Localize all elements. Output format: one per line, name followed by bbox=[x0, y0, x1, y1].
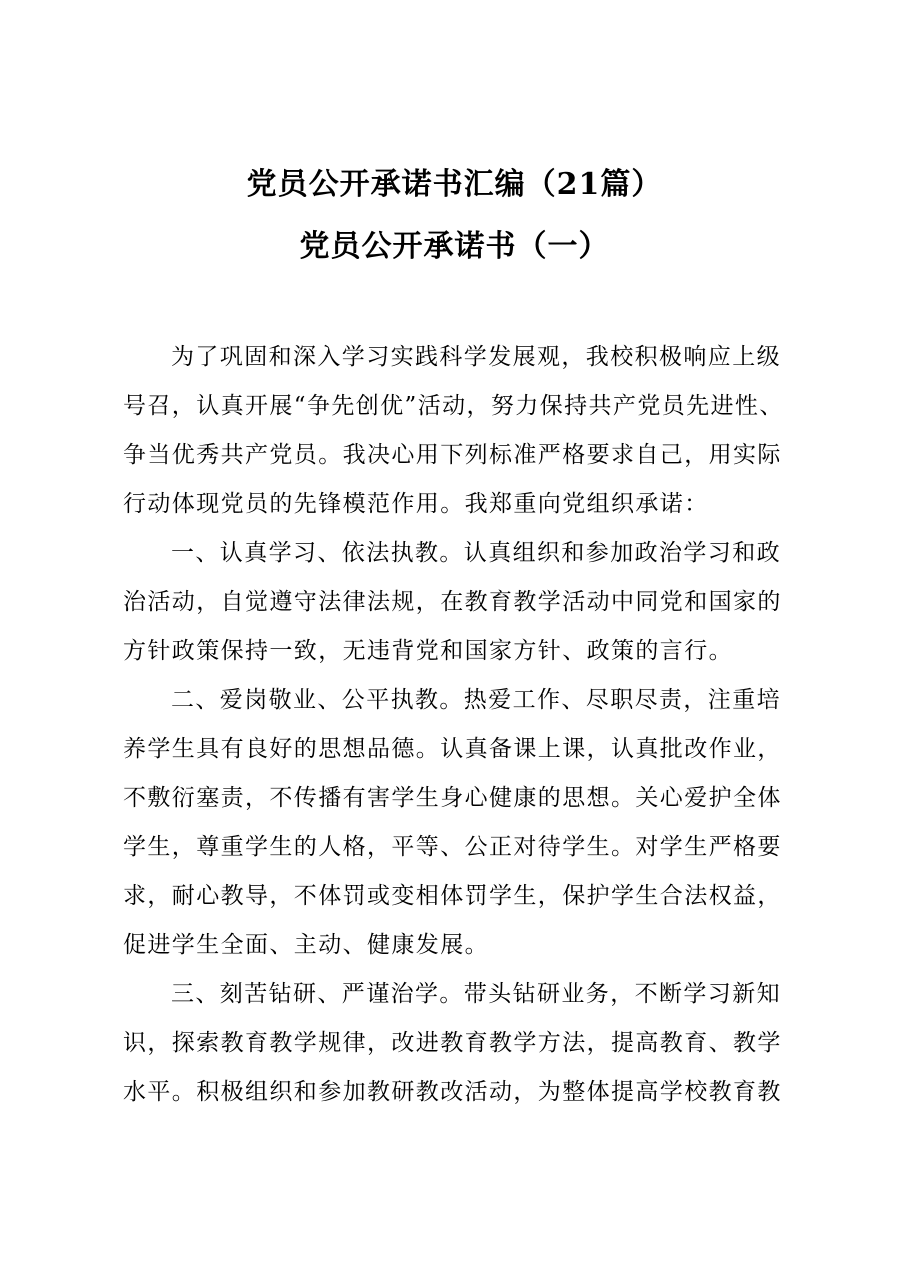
paragraph-intro: 为了巩固和深入学习实践科学发展观，我校积极响应上级号召，认真开展“争先创优”活动，努力保持共产党员先进性、争当优秀共产党员。我决心用下列标准严格要求自己，用实际行动体现党员的先锋模范作用。我郑重向党组织承诺： bbox=[123, 344, 784, 517]
paragraph-item-2: 二、爱岗敬业、公平执教。热爱工作、尽职尽责，注重培养学生具有良好的思想品德。认真备课上课，认真批改作业，不敷衍塞责，不传播有害学生身心健康的思想。关心爱护全体学生，尊重学生的人格，平等、公正对待学生。对学生严格要求，耐心教导，不体罚或变相体罚学生，保护学生合法权益，促进学生全面、主动、健康发展。 bbox=[123, 687, 782, 958]
paragraph-item-3: 三、刻苦钻研、严谨治学。带头钻研业务，不断学习新知识，探索教育教学规律，改进教育教学方法，提高教育、教学水平。积极组织和参加教研教改活动，为整体提高学校教育教 bbox=[123, 981, 782, 1105]
document-subtitle: 党员公开承诺书（一） bbox=[299, 229, 610, 264]
paragraph-item-1: 一、认真学习、依法执教。认真组织和参加政治学习和政治活动，自觉遵守法律法规，在教育教学活动中同党和国家的方针政策保持一致，无违背党和国家方针、政策的言行。 bbox=[123, 540, 782, 664]
document-body bbox=[123, 333, 803, 1117]
document-title: 党员公开承诺书汇编（21篇） bbox=[246, 167, 663, 202]
